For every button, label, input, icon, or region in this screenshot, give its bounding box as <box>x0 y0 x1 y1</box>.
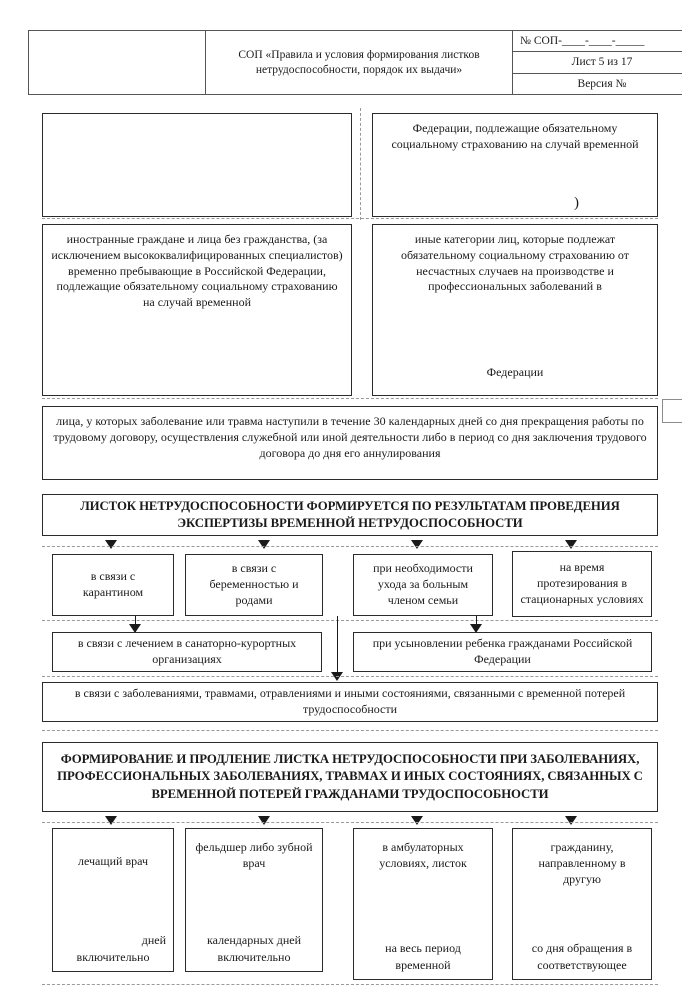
arrow-down-icon-e2 <box>258 540 270 549</box>
persons-federation-tail: ) <box>574 195 579 212</box>
formation-card-1-bottom: включительно <box>76 950 150 965</box>
expertise-reason-box-3: при необходимости ухода за больным членом семьи <box>353 554 493 616</box>
formation-card-2-mid: календарных дней <box>206 933 301 948</box>
persons-30days-box: лица, у которых заболевание или травма наступили в течение 30 календарных дней со дня прекращения работы по трудовому договору, осуществления служебной или иной деятельности либо в период со дня заключения трудового договора до дня его аннулирования <box>42 406 658 480</box>
formation-title-box: ФОРМИРОВАНИЕ И ПРОДЛЕНИЕ ЛИСТКА НЕТРУДОСПОСОБНОСТИ ПРИ ЗАБОЛЕВАНИЯХ, ПРОФЕССИОНАЛЬНЫХ ЗАБОЛЕВАНИЯХ, ТРАВМАХ И ИНЫХ СОСТОЯНИЯХ, СВЯЗАННЫХ С ВРЕМЕННОЙ ПОТЕРЕЙ ГРАЖДАНАМИ ТРУДОСПОСОБНОСТИ <box>42 742 658 812</box>
header-sheet-number: Лист 5 из 17 <box>513 52 682 73</box>
formation-card-4-top: гражданину, направленному в другую <box>538 840 626 886</box>
header-doc-number: № СОП-____-____-_____ <box>513 31 682 52</box>
formation-card-3-bottom: временной <box>395 958 451 973</box>
persons-empty-box <box>42 113 352 217</box>
persons-other-categories-box <box>372 224 658 396</box>
edge-stub-box <box>662 399 682 423</box>
expertise-reason-row2-box-2: при усыновлении ребенка гражданами Российской Федерации <box>353 632 652 672</box>
divider-dashed-3 <box>42 546 658 547</box>
expertise-reason-row2-box-1: в связи с лечением в санаторно-курортных организациях <box>52 632 322 672</box>
formation-card-1 <box>52 828 174 972</box>
persons-federation-box <box>372 113 658 217</box>
divider-dashed-2 <box>42 398 658 399</box>
arrow-down-icon-f3 <box>411 816 423 825</box>
arrow-down-icon-e4 <box>565 540 577 549</box>
persons-federation-text: Федерации, подлежащие обязательному социальному страхованию на случай временной <box>391 121 639 151</box>
expertise-reason-wide-box: в связи с заболеваниями, травмами, отравлениями и иными состояниями, связанными с временной потерей трудоспособности <box>42 682 658 722</box>
formation-card-3-mid: на весь период <box>385 941 461 956</box>
formation-card-4-bottom: соответствующее <box>537 958 627 973</box>
formation-card-2 <box>185 828 323 972</box>
divider-dashed-1 <box>42 218 658 219</box>
divider-dashed-6 <box>42 730 658 731</box>
arrow-down-icon-f2 <box>258 816 270 825</box>
header-blank-cell <box>29 31 206 95</box>
formation-card-1-top: лечащий врач <box>77 854 148 868</box>
formation-card-3-top: в амбулаторных условиях, листок <box>379 840 467 870</box>
arrow-down-icon-f1 <box>105 816 117 825</box>
persons-other-categories-text: иные категории лиц, которые подлежат обязательному социальному страхованию от несчастных случаев на производстве и профессиональных заболеваний в <box>400 232 630 294</box>
expertise-reason-box-2: в связи с беременностью и родами <box>185 554 323 616</box>
persons-foreigners-box: иностранные граждане и лица без гражданства, (за исключением высококвалифицированных специалистов) временно пребывающие в Российской Федерации, подлежащие обязательному социальному страхованию на случай временной <box>42 224 352 396</box>
formation-card-4 <box>512 828 652 980</box>
document-header-table <box>28 30 682 95</box>
formation-card-4-mid: со дня обращения в <box>531 941 633 956</box>
header-sop-title: СОП «Правила и условия формирования листков нетрудоспособности, порядок их выдачи» <box>206 31 513 95</box>
connector-line-long <box>337 616 338 678</box>
formation-card-2-top: фельдшер либо зубной врач <box>195 840 313 870</box>
divider-dashed-8 <box>42 984 658 985</box>
arrow-down-icon-e1 <box>105 540 117 549</box>
expertise-title-box: ЛИСТОК НЕТРУДОСПОСОБНОСТИ ФОРМИРУЕТСЯ ПО РЕЗУЛЬТАТАМ ПРОВЕДЕНИЯ ЭКСПЕРТИЗЫ ВРЕМЕННОЙ НЕТРУДОСПОСОБНОСТИ <box>42 494 658 536</box>
divider-dashed-vertical-1 <box>360 108 361 220</box>
header-version: Версия № <box>513 73 682 94</box>
divider-dashed-5 <box>42 676 658 677</box>
arrow-down-icon-e3 <box>411 540 423 549</box>
expertise-reason-box-4: на время протезирования в стационарных условиях <box>512 551 652 617</box>
expertise-reason-box-1: в связи с карантином <box>52 554 174 616</box>
formation-card-2-bottom: включительно <box>217 950 291 965</box>
persons-other-categories-tail: Федерации <box>486 365 544 380</box>
formation-card-3 <box>353 828 493 980</box>
arrow-down-icon-f4 <box>565 816 577 825</box>
formation-card-1-mid: дней <box>141 933 166 948</box>
divider-dashed-7 <box>42 822 658 823</box>
